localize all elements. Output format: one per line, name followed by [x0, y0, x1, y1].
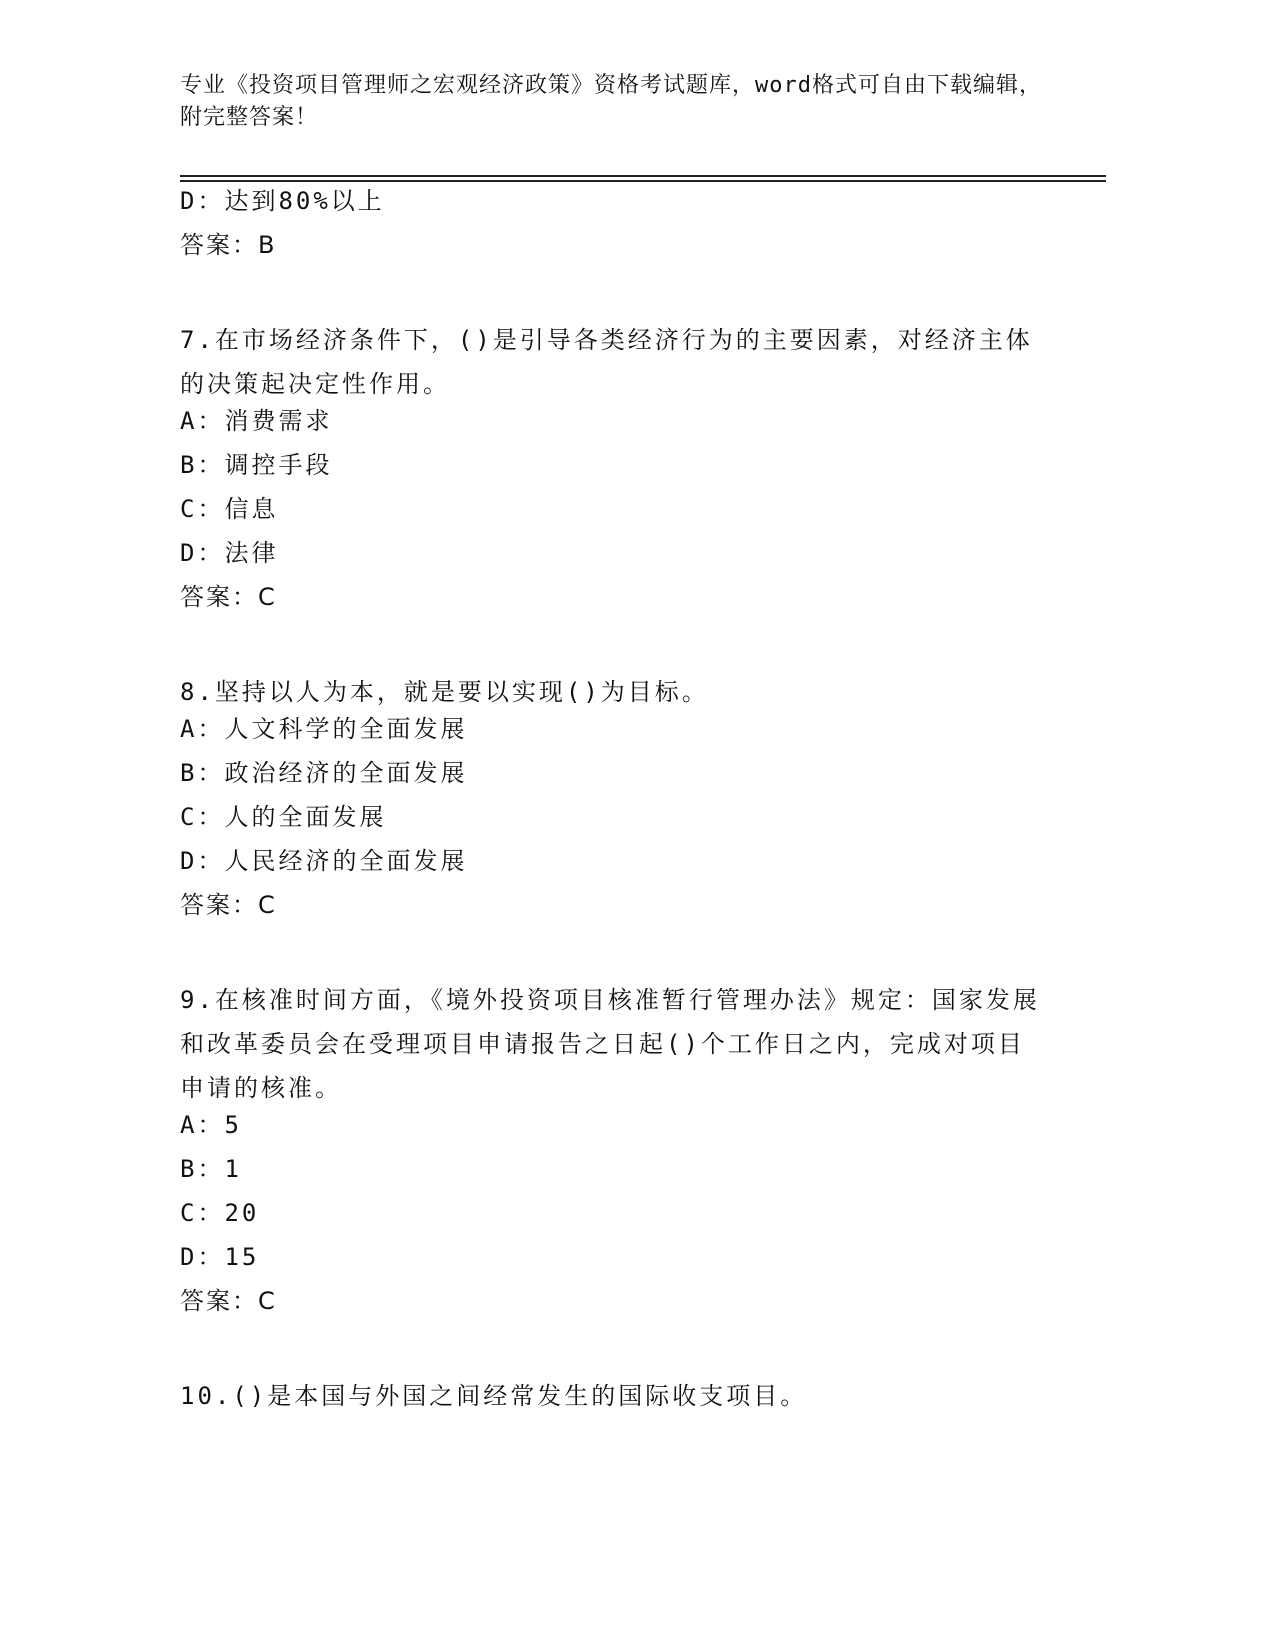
- option-b: B：1: [180, 1155, 242, 1183]
- question-text: 8.坚持以人为本，就是要以实现()为目标。: [180, 678, 709, 706]
- option-c: C：20: [180, 1199, 260, 1227]
- option-a: A：消费需求: [180, 407, 333, 435]
- question-text: 9.在核准时间方面，《境外投资项目核准暂行管理办法》规定：国家发展和改革委员会在受理项目申请报告之日起()个工作日之内，完成对项目申请的核准。: [180, 986, 1040, 1102]
- question-text: 10.()是本国与外国之间经常发生的国际收支项目。: [180, 1382, 808, 1410]
- spacer: [180, 274, 1050, 318]
- answer: 答案：C: [180, 891, 277, 919]
- spacer: [180, 626, 1050, 670]
- option-a: A：5: [180, 1111, 242, 1139]
- option-d: D：达到80%以上: [180, 187, 385, 215]
- option-c: C：人的全面发展: [180, 803, 387, 831]
- answer: 答案：B: [180, 231, 277, 259]
- header-divider: [180, 175, 1106, 182]
- option-a: A：人文科学的全面发展: [180, 715, 468, 743]
- spacer: [180, 1330, 1050, 1374]
- question-9: [180, 978, 1050, 1316]
- document-header: 专业《投资项目管理师之宏观经济政策》资格考试题库，word格式可自由下载编辑，附完整答案！: [180, 73, 1042, 130]
- question-list: [180, 186, 1050, 1418]
- option-b: B：政治经济的全面发展: [180, 759, 468, 787]
- question-8: [180, 670, 1050, 920]
- option-c: C：信息: [180, 495, 279, 523]
- answer: 答案：C: [180, 583, 277, 611]
- spacer: [180, 934, 1050, 978]
- answer: 答案：C: [180, 1287, 277, 1315]
- divider-line-bottom: [180, 180, 1106, 182]
- question-10: [180, 1374, 1050, 1418]
- option-d: D：15: [180, 1243, 260, 1271]
- question-text: 7.在市场经济条件下，()是引导各类经济行为的主要因素，对经济主体的决策起决定性作用。: [180, 326, 1033, 398]
- question-7: [180, 318, 1050, 612]
- option-d: D：法律: [180, 539, 279, 567]
- option-d: D：人民经济的全面发展: [180, 847, 468, 875]
- divider-line-top: [180, 175, 1106, 177]
- option-b: B：调控手段: [180, 451, 333, 479]
- question-6-tail: [180, 186, 1050, 260]
